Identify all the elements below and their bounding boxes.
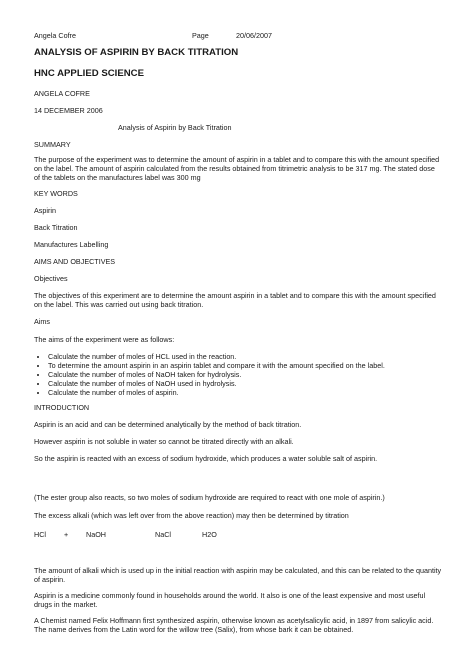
intro-paragraph: Aspirin is an acid and can be determined analytically by the method of back titration.: [34, 420, 302, 429]
equation-hcl: HCl: [34, 530, 46, 539]
intro-paragraph: A Chemist named Felix Hoffmann first synthesized aspirin, otherwise known as acetylsalicylic acid, in 1897 from salicylic acid. The name derives from the Latin word for the willow tree (Salix), from whose bark it can be obtained.: [34, 616, 434, 634]
list-item: • To determine the amount aspirin in an aspirin tablet and compare it with the amount specified on the label.: [48, 361, 385, 370]
header-page-label: Page: [192, 31, 209, 40]
intro-paragraph: (The ester group also reacts, so two moles of sodium hydroxide are required to react with one mole of aspirin.): [34, 493, 385, 502]
equation-h2o: H2O: [202, 530, 217, 539]
keywords-heading: KEY WORDS: [34, 189, 78, 198]
equation-naoh: NaOH: [86, 530, 106, 539]
intro-paragraph: The excess alkali (which was left over from the above reaction) may then be determined by titration: [34, 511, 349, 520]
objectives-text: The objectives of this experiment are to determine the amount aspirin in a tablet and to compare this with the amount specified on the label. This was carried out using back titration.: [34, 291, 436, 309]
aims-heading: Aims: [34, 317, 50, 326]
keyword-item: Back Titration: [34, 223, 78, 232]
equation-nacl: NaCl: [155, 530, 171, 539]
aims-intro: The aims of the experiment were as follows:: [34, 335, 175, 344]
keyword-item: Manufactures Labelling: [34, 240, 109, 249]
summary-heading: SUMMARY: [34, 140, 71, 149]
objectives-heading: Objectives: [34, 274, 68, 283]
header-date: 20/06/2007: [236, 31, 272, 40]
report-date: 14 DECEMBER 2006: [34, 106, 103, 115]
header-author: Angela Cofre: [34, 31, 76, 40]
document-title: ANALYSIS OF ASPIRIN BY BACK TITRATION: [34, 47, 239, 58]
equation-plus: +: [64, 530, 69, 539]
aims-list: [34, 352, 385, 397]
keyword-item: Aspirin: [34, 206, 56, 215]
list-item: • Calculate the number of moles of NaOH taken for hydrolysis.: [48, 370, 385, 379]
intro-paragraph: However aspirin is not soluble in water so cannot be titrated directly with an alkali.: [34, 437, 294, 446]
document-subtitle: HNC APPLIED SCIENCE: [34, 68, 144, 79]
author-name: ANGELA COFRE: [34, 89, 90, 98]
intro-paragraph: So the aspirin is reacted with an excess of sodium hydroxide, which produces a water soluble salt of aspirin.: [34, 454, 378, 463]
summary-text: The purpose of the experiment was to determine the amount of aspirin in a tablet and to compare this with the amount specified on the label. The amount of aspirin calculated from the results obtained from titrimetric analysis to be 317 mg. The stated dose of the tablets on the manufactures label was 300 mg: [34, 155, 440, 182]
aims-objectives-heading: AIMS AND OBJECTIVES: [34, 257, 116, 266]
list-item: • Calculate the number of moles of aspirin.: [48, 388, 385, 397]
list-item: • Calculate the number of moles of HCL used in the reaction.: [48, 352, 385, 361]
introduction-heading: INTRODUCTION: [34, 403, 90, 412]
report-title: Analysis of Aspirin by Back Titration: [118, 123, 232, 132]
list-item: • Calculate the number of moles of NaOH used in hydrolysis.: [48, 379, 385, 388]
intro-paragraph: Aspirin is a medicine commonly found in households around the world. It also is one of the least expensive and most useful drugs in the market.: [34, 591, 426, 609]
intro-paragraph: The amount of alkali which is used up in the initial reaction with aspirin may be calculated, and this can be related to the quantity of aspirin.: [34, 566, 442, 584]
